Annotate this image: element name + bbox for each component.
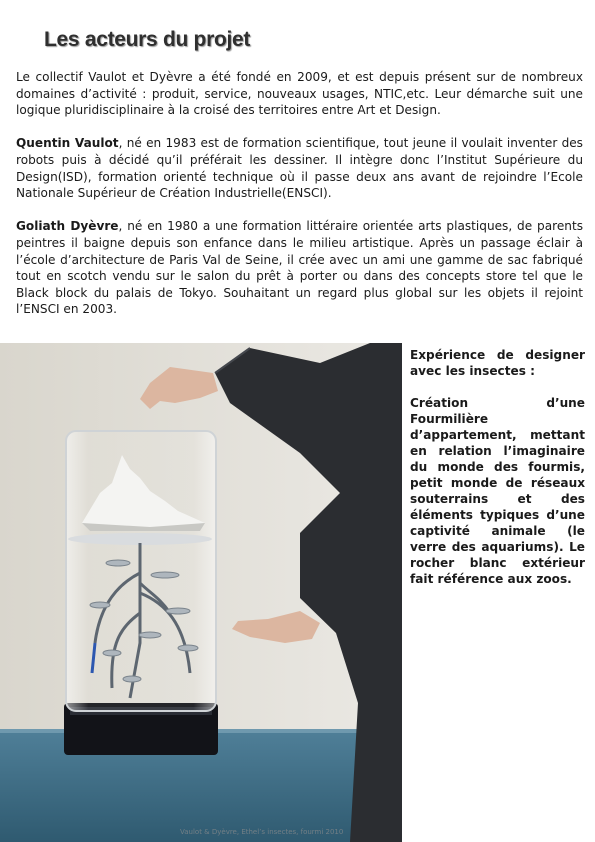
- sidebar-caption: [410, 347, 585, 603]
- sidebar-description: Création d’une Fourmilière d’appartement, mettant en relation l’imaginaire du monde des fourmis, petit monde de réseaux souterrains et des éléments typiques d’une captivité animale (le verre des aquariums). Le rocher blanc extérieur fait référence aux zoos.: [410, 396, 585, 586]
- bio-goliath: [16, 218, 583, 318]
- person-bio: , né en 1980 a une formation littéraire orientée arts plastiques, de parents peintres il baigne depuis son enfance dans le milieu artistique. Après un passage éclair à l’école d’architecture de Paris Val de Seine, il crée avec un ami une gamme de sac fabriqué tout en scotch vendu sur le salon du prêt à porter ou dans des concepts store tel que le Black block du palais de Tokyo. Souhaitant un regard plus global sur les objets il rejoint l’ENSCI en 2003.: [16, 219, 583, 317]
- intro-paragraph: Le collectif Vaulot et Dyèvre a été fondé en 2009, et est depuis présent sur de nombreux domaines d’activité : produit, service, nouveaux usages, NTIC,etc. Leur démarche suit une logique pluridisciplinaire à la croisé des territoires entre Art et Design.: [16, 70, 583, 118]
- page-title: Les acteurs du projet: [44, 28, 251, 51]
- person-name: Quentin Vaulot: [16, 136, 119, 151]
- main-text: [16, 69, 583, 335]
- bio-quentin: [16, 135, 583, 201]
- formicarium-photo: [0, 343, 402, 842]
- photo-illustration: [0, 343, 402, 842]
- person-name: Goliath Dyèvre: [16, 219, 119, 234]
- person-bio: , né en 1983 est de formation scientifique, tout jeune il voulait inventer des robots puis à décidé qu’il préférait les dessiner. Il intègre donc l’Institut Supérieure du Design(ISD), formation orienté technique où il passe deux ans avant de rejoindre l’Ecole Nationale Supérieur de Création Industrielle(ENSCI).: [16, 136, 583, 201]
- photo-credit: Vaulot & Dyèvre, Ethel’s insectes, fourmi 2010: [180, 828, 344, 836]
- sidebar-heading: Expérience de designer avec les insectes :: [410, 348, 585, 378]
